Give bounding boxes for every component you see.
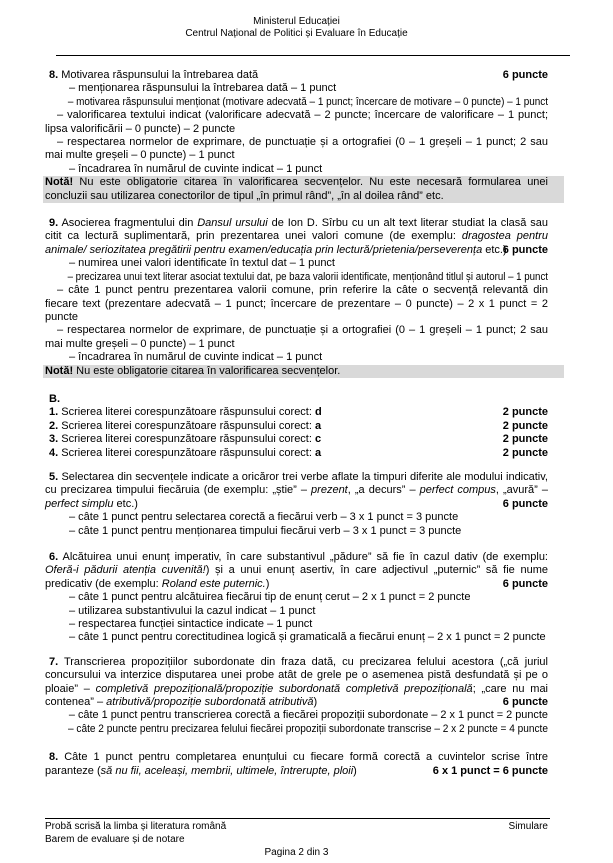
section-b8 — [45, 751, 548, 778]
section-number: 9. — [49, 217, 59, 230]
answer-row: 3. Scrierea literei corespunzătoare răspunsului corect: c 2 puncte — [49, 433, 548, 446]
section-number: 5. — [49, 470, 59, 483]
section-number: 8. — [49, 751, 59, 764]
page-footer — [45, 820, 548, 859]
rubric-item: – încadrarea în numărul de cuvinte indicat – 1 punct — [69, 162, 323, 175]
answer-row: 4. Scrierea literei corespunzătoare răspunsului corect: a 2 puncte — [49, 446, 548, 459]
footer-exam-type: Probă scrisă la limba și literatura română — [45, 821, 227, 832]
rubric-item: – încadrarea în numărul de cuvinte indicat – 1 punct — [69, 351, 323, 364]
grammar-term: completivă prepozițională/propoziție subordonată completivă prepozițională — [95, 682, 473, 695]
example-text: prezent — [311, 484, 348, 497]
nota-label: Notă! — [45, 364, 74, 377]
header-ministry: Ministerul Educației — [253, 16, 340, 27]
section-a9 — [45, 217, 548, 378]
points-value: 2 puncte — [502, 433, 548, 446]
section-number: 7. — [49, 655, 59, 668]
answer-row: 1. Scrierea literei corespunzătoare răspunsului corect: d 2 puncte — [49, 406, 548, 419]
footer-doc-type: Barem de evaluare și de notare — [45, 834, 185, 845]
rubric-item: – câte 1 punct pentru transcrierea corectă a fiecărei propoziții subordonate – 2 x 1 punct = 2 puncte — [68, 709, 548, 722]
example-text: Roland este puternic. — [161, 577, 266, 590]
rubric-item: – câte 1 punct pentru menționarea timpului fiecărui verb – 3 x 1 punct = 3 puncte — [69, 524, 462, 537]
grammar-term: atributivă/propoziție subordonată atributivă — [106, 696, 314, 709]
answer-letter: d — [314, 406, 322, 419]
example-text: dragostea pentru animale/ seriozitatea pregătirii pentru examen/educația prin lectură/prietenia/perseverența — [45, 230, 548, 256]
example-text: să nu fii, aceleași, membrii, ultimele, întrerupte, ploii — [100, 764, 354, 777]
footer-variant: Simulare — [508, 821, 548, 832]
section-b8-heading: 8. Câte 1 punct pentru completarea enunțului cu fiecare formă corectă a cuvintelor scrise între paranteze (să nu fii, aceleași, membrii, ultimele, întrerupte, ploii) 6 x 1 punct = 6 puncte — [45, 751, 548, 777]
section-b7-heading: 7. Transcrierea propozițiilor subordonate din fraza dată, cu precizarea felului acestora („că juriul concursului va interzice disputarea unei probe atât de grele pe o asemenea pistă desfundată și pe o ploaie” – completivă prepozițională/propoziție subordonată completivă prepozițională; „care nu mai contenea” – atributivă/propoziție subordonată atributivă) 6 puncte — [45, 655, 549, 709]
section-b6-heading: 6. Alcătuirea unui enunț imperativ, în care substantivul „pădure” să fie în cazul dativ (de exemplu: Oferă-i pădurii atenția cuvenită!) și a unui enunț asertiv, în care adjectivul „puternic” să fie nume predicativ (de exemplu: Roland este puternic.) 6 puncte — [45, 551, 548, 590]
section-a8 — [45, 69, 548, 203]
section-b7 — [45, 656, 548, 736]
rubric-item: – utilizarea substantivului la cazul indicat – 1 punct — [69, 604, 316, 617]
points-value: 6 x 1 punct = 6 puncte — [432, 764, 548, 777]
rubric-item: – respectarea normelor de exprimare, de punctuație și a ortografiei (0 – 1 greșeli – 1 punct; 2 sau mai multe greșeli – 0 puncte) – 1 punct — [45, 136, 548, 162]
work-title: Dansul ursului — [197, 217, 268, 230]
section-b5-heading: 5. Selectarea din secvențele indicate a oricăror trei verbe aflate la timpuri diferite ale modului indicativ, cu precizarea timpului fiecăruia (de exemplu: „știe” – prezent, „a decurs” – perfect compus, „avură” – perfect simplu etc.) 6 puncte — [45, 470, 548, 510]
points-value: 6 puncte — [502, 577, 548, 590]
rubric-item: – menționarea răspunsului la întrebarea dată – 1 punct — [69, 82, 337, 95]
rubric-item: – câte 1 punct pentru prezentarea valorii comune, prin referire la câte o secvență relevantă din fiecare text (prezentare adecvată – 1 punct; încercare de prezentare – 0 puncte) – 2 x 1 punct = 2 puncte — [45, 284, 548, 323]
rubric-item: – precizarea unui text literar asociat textului dat, pe baza valorii identificate, menționând titlul și autorul – 1 punct — [67, 270, 548, 283]
example-text: perfect simplu — [45, 497, 114, 510]
section-number: 6. — [49, 551, 59, 563]
section-b — [45, 393, 548, 460]
points-value: 6 puncte — [502, 243, 548, 256]
footer-page-number: Pagina 2 din 3 — [264, 847, 329, 858]
rubric-item: – numirea unei valori identificate în textul dat – 1 punct — [69, 257, 335, 270]
rubric-item: – motivarea răspunsului menționat (motivare adecvată – 1 punct; încercare de motivare – 0 puncte) – 1 punct — [67, 95, 548, 108]
footer-rule — [45, 818, 550, 819]
answer-row: 2. Scrierea literei corespunzătoare răspunsului corect: a 2 puncte — [49, 419, 548, 432]
nota-a9 — [43, 365, 564, 378]
points-value: 2 puncte — [502, 419, 548, 432]
points-value: 2 puncte — [502, 446, 548, 459]
rubric-item: – câte 2 puncte pentru precizarea felului fiecărei propoziții subordonate transcrise – 2 x 2 puncte = 4 puncte — [68, 722, 548, 735]
section-b5 — [45, 471, 548, 538]
nota-text: Nu este obligatorie citarea în valorificarea secvențelor. Nu este necesară formularea unei concluzii sau utilizarea conectorilor de tipul „în primul rând”, „în al doilea rând” etc. — [45, 176, 548, 202]
header-rule — [56, 55, 570, 56]
nota-text: Nu este obligatorie citarea în valorificarea secvențelor. — [73, 364, 341, 377]
nota-label: Notă! — [45, 176, 74, 189]
rubric-item: – respectarea funcției sintactice indicate – 1 punct — [69, 618, 313, 631]
points-value: 6 puncte — [502, 696, 548, 709]
header-center: Centrul Național de Politici și Evaluare în Educație — [185, 28, 408, 39]
rubric-item: – respectarea normelor de exprimare, de punctuație și a ortografiei (0 – 1 greșeli – 1 punct; 2 sau mai multe greșeli – 0 puncte) – 1 punct — [45, 324, 548, 350]
rubric-item: – câte 1 punct pentru corectitudinea logică și gramaticală a fiecărui enunț – 2 x 1 punct = 2 puncte — [69, 631, 546, 644]
example-text: Oferă-i pădurii atenția cuvenită! — [45, 564, 206, 577]
rubric-item: – câte 1 punct pentru alcătuirea fiecărui tip de enunț cerut – 2 x 1 punct = 2 puncte — [69, 591, 471, 604]
rubric-item: – câte 1 punct pentru selectarea corectă a fiecărui verb – 3 x 1 punct = 3 puncte — [69, 511, 459, 524]
example-text: perfect compus — [419, 484, 496, 497]
points-value: 6 puncte — [502, 69, 548, 81]
section-a9-heading: 9. Asocierea fragmentului din Dansul ursului de Ion D. Sîrbu cu un alt text literar studiat la clasă sau citit ca lectură suplimentară, prin prezentarea unei valori comune (de exemplu: dragostea pentru animale/ seriozitatea pregătirii pentru examen/educația prin lectură/prietenia/perseverența etc.) 6 puncte — [45, 217, 549, 256]
page-header — [45, 16, 548, 40]
answer-letter: a — [314, 446, 322, 459]
section-b6 — [45, 551, 548, 645]
section-number: 8. — [49, 69, 59, 81]
nota-a8 — [43, 176, 564, 203]
section-b-label: B. — [49, 392, 60, 405]
section-a8-heading — [45, 69, 548, 82]
answer-letter: c — [314, 433, 322, 446]
heading-text: Motivarea răspunsului la întrebarea dată — [58, 69, 259, 81]
points-value: 2 puncte — [502, 406, 548, 419]
answer-letter: a — [314, 419, 322, 432]
rubric-item: – valorificarea textului indicat (valorificare adecvată – 2 puncte; încercare de valorificare – 1 punct; lipsa valorificării – 0 puncte) – 2 puncte — [45, 109, 548, 135]
points-value: 6 puncte — [502, 497, 548, 510]
